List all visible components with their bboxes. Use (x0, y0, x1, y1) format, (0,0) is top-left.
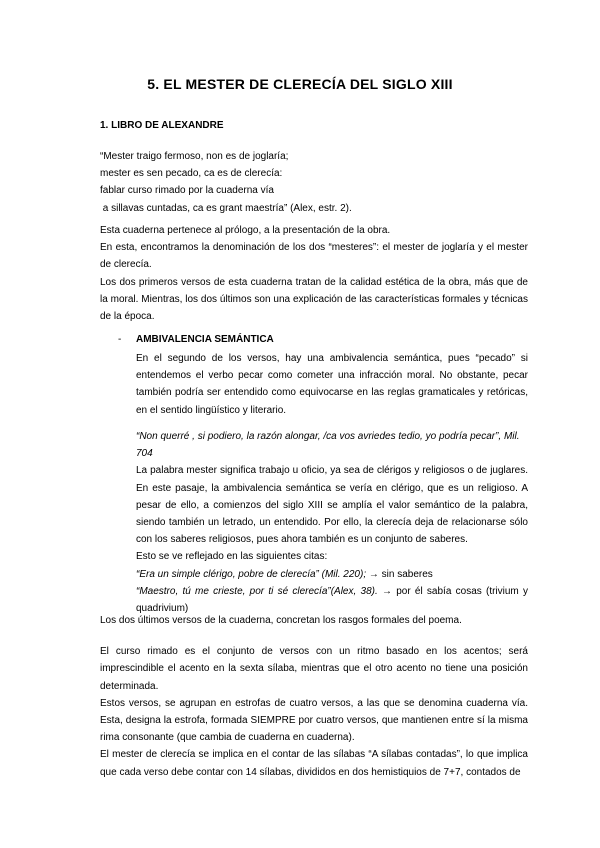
intro-paragraph: Esta cuaderna pertenece al prólogo, a la presentación de la obra. (100, 225, 391, 236)
page-title: 5. EL MESTER DE CLERECÍA DEL SIGLO XIII (147, 76, 453, 92)
bullet-paragraph: La palabra mester significa trabajo u oficio, ya sea de clérigos y religiosos o de juglares. En este pasaje, la ambivalencia semántica se vería en clérigo, que es un religioso. A pesar de ello, a comienzos del siglo XIII se amplía el valor semántico de la palabra, siendo también un letrado, un entendido. Por ello, la clerecía deja de relacionarse sólo con los saberes religiosos, pues ahora también es un conjunto de saberes. (136, 465, 528, 546)
section-heading: 1. LIBRO DE ALEXANDRE (100, 120, 224, 131)
quote-line: a sillavas cuntadas, ca es grant maestría” (Alex, estr. 2). (100, 202, 352, 214)
quote-line: fablar curso rimado por la cuaderna vía (100, 185, 274, 197)
bullet-paragraph: En el segundo de los versos, hay una ambivalencia semántica, pues “pecado” si entendemos el verbo pecar como cometer una infracción moral. No obstante, pecar también podría ser entendido como equivocarse en las reglas gramaticales y retóricas, en el sentido lingüístico y literario. (136, 353, 528, 416)
cite-italic: “Maestro, tú me crieste, por ti sé clerecía”(Alex, 38). (136, 585, 378, 597)
closing-paragraph: Los dos últimos versos de la cuaderna, concretan los rasgos formales del poema. (100, 615, 462, 626)
cite-note: → por él sabía cosas (trivium y quadrivium) (136, 585, 531, 615)
closing-block (100, 612, 528, 781)
bullet-heading: AMBIVALENCIA SEMÁNTICA (136, 334, 274, 345)
cite-note: → sin saberes (366, 568, 433, 580)
intro-paragraph: En esta, encontramos la denominación de los dos “mesteres”: el mester de joglaría y el mester de clerecía. (100, 242, 528, 271)
bullet-citation: “Non querré , si podiero, la razón alongar, /ca vos avriedes tedio, yo podría pecar”, Mil. 704 (136, 431, 520, 460)
intro-block (100, 222, 528, 325)
bullet-body-1 (136, 350, 528, 419)
quote-line: mester es sen pecado, ca es de clerecía: (100, 168, 283, 180)
closing-paragraph: Estos versos, se agrupan en estrofas de cuatro versos, a las que se denomina cuaderna vía. Esta, designa la estrofa, formada SIEMPRE por cuatro versos, que mantienen entre sí la misma rima consonante (que cambia de cuaderna en cuaderna). (100, 697, 528, 744)
intro-paragraph: Los dos primeros versos de esta cuaderna tratan de la calidad estética de la obra, más que de la moral. Mientras, los dos últimos son una explicación de las características formales y técnicas de la época. (100, 276, 528, 323)
quote-line: “Mester traigo fermoso, non es de joglaría; (100, 151, 289, 162)
closing-paragraph: El mester de clerecía se implica en el contar de las sílabas “A sílabas contadas”, lo que implica que cada verso debe contar con 14 sílabas, divididos en dos hemistiquios de 7+7, contados de (100, 749, 528, 778)
bullet-heading-row (118, 334, 274, 345)
closing-paragraph: El curso rimado es el conjunto de versos con un ritmo basado en los acentos; será imprescindible el acento en la sexta sílaba, mientras que el otro acento no tiene una posición determinada. (100, 646, 528, 692)
bullet-paragraph: Esto se ve reflejado en las siguientes citas: (136, 551, 328, 563)
bullet-dash: - (118, 334, 122, 345)
bullet-body-2 (136, 428, 531, 617)
bullet-cite-line (136, 566, 528, 583)
quote-block (100, 148, 528, 217)
cite-italic: “Era un simple clérigo, pobre de clerecía” (Mil. 220); (136, 568, 367, 580)
